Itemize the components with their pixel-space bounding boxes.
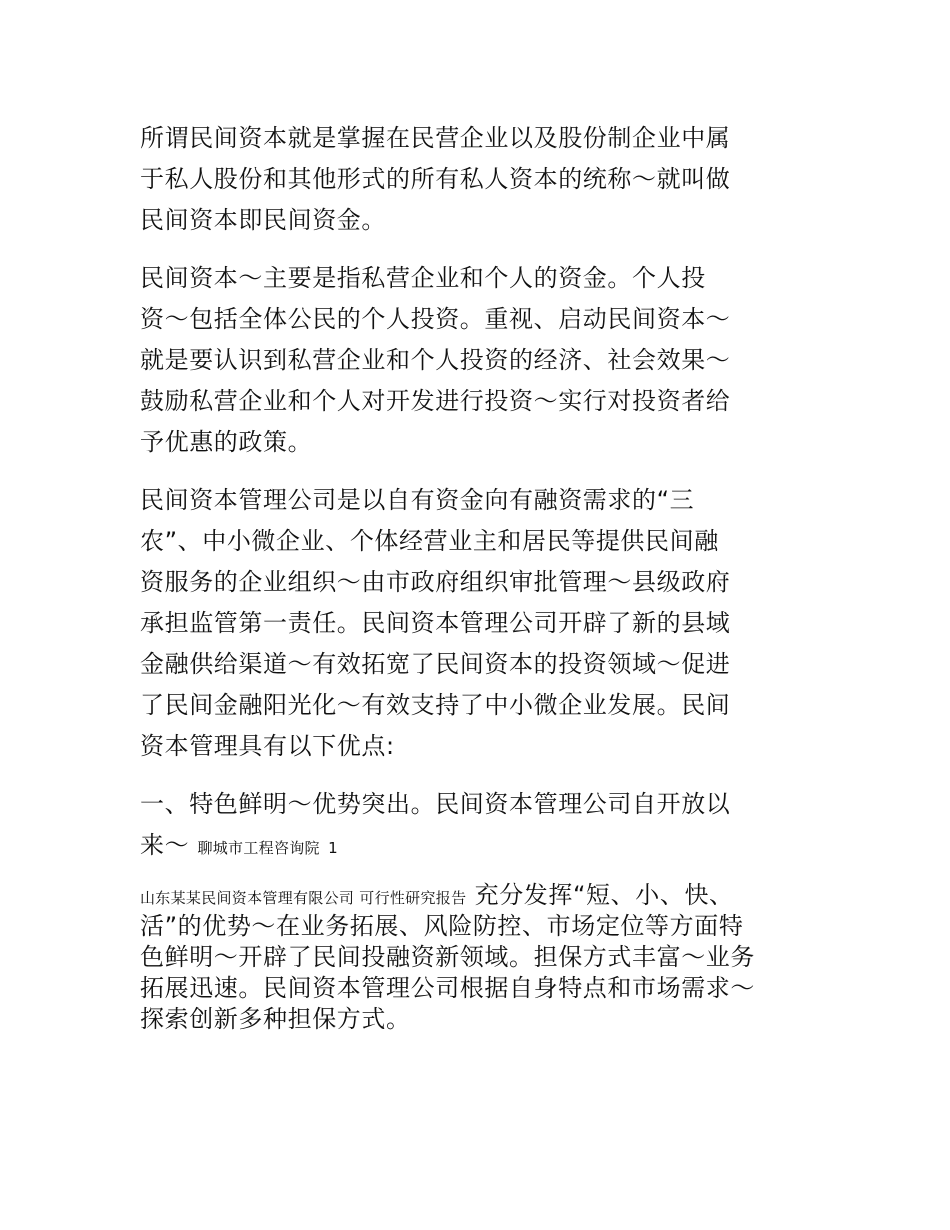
text-line (140, 880, 820, 911)
text-line: 鼓励私营企业和个人对开发进行投资～实行对投资者给 (140, 387, 731, 415)
text-line: 民间资本～主要是指私营企业和个人的资金。个人投 (140, 264, 706, 292)
text-line: 民间资本即民间资金。 (140, 206, 386, 234)
text-line: 于私人股份和其他形式的所有私人资本的统称～就叫做 (140, 165, 731, 193)
text-line: 拓展迅速。民间资本管理公司根据自身特点和市场需求～ (140, 974, 755, 1002)
text-line: 资本管理具有以下优点: (140, 732, 395, 760)
text-line: 所谓民间资本就是掌握在民营企业以及股份制企业中属 (140, 124, 731, 152)
text-line: 了民间金融阳光化～有效支持了中小微企业发展。民间 (140, 691, 731, 719)
text-line: 探索创新多种担保方式。 (140, 1005, 411, 1033)
paragraph-management-company (140, 480, 820, 767)
footer-label: 聊城市工程咨询院 (197, 839, 320, 857)
text-line: 资～包括全体公民的个人投资。重视、启动民间资本～ (140, 305, 731, 333)
header-label: 山东某某民间资本管理有限公司 可行性研究报告 (140, 889, 467, 907)
paragraph-advantage-continued (140, 880, 820, 1035)
text-line: 资服务的企业组织～由市政府组织审批管理～县级政府 (140, 568, 731, 596)
text-line: 民间资本管理公司是以自有资金向有融资需求的“三 (140, 486, 695, 514)
text-fragment: 来～ (140, 831, 190, 859)
text-fragment: 充分发挥“短、小、快、 (474, 881, 734, 909)
text-line: 农”、中小微企业、个体经营业主和居民等提供民间融 (140, 527, 719, 555)
text-line: 一、特色鲜明～优势突出。民间资本管理公司自开放以 (140, 790, 731, 818)
paragraph-advantage-one (140, 784, 820, 866)
text-line (140, 825, 820, 866)
text-line: 就是要认识到私营企业和个人投资的经济、社会效果～ (140, 346, 731, 374)
paragraph-private-capital-scope (140, 258, 820, 463)
text-line: 承担监管第一责任。民间资本管理公司开辟了新的县域 (140, 609, 731, 637)
paragraph-private-capital-definition (140, 118, 820, 241)
text-line: 金融供给渠道～有效拓宽了民间资本的投资领域～促进 (140, 650, 731, 678)
text-line: 色鲜明～开辟了民间投融资新领域。担保方式丰富～业务 (140, 943, 755, 971)
text-line: 予优惠的政策。 (140, 428, 313, 456)
text-line: 活”的优势～在业务拓展、风险防控、市场定位等方面特 (140, 912, 744, 940)
page-number: 1 (328, 839, 338, 857)
